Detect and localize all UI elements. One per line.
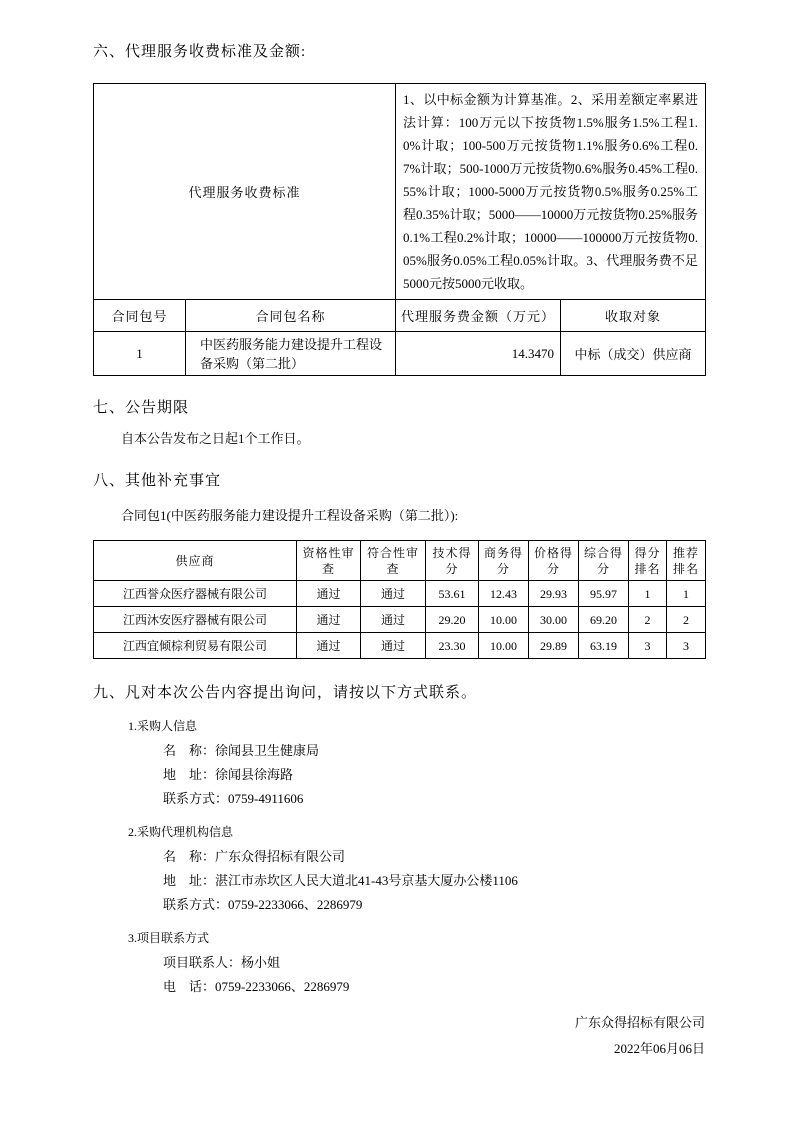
qualification-result: 通过 (297, 607, 361, 633)
section-8 (93, 469, 705, 659)
fee-standard-table (93, 83, 706, 376)
technical-score: 53.61 (426, 581, 479, 607)
header-fee-amount: 代理服务费金额（万元） (396, 300, 561, 332)
composite-score: 69.20 (579, 607, 629, 633)
purchaser-info-title: 1.采购人信息 (128, 719, 198, 733)
price-score: 29.93 (529, 581, 579, 607)
technical-score: 29.20 (426, 607, 479, 633)
header-payer: 收取对象 (561, 300, 706, 332)
fee-table-data-row (94, 332, 706, 376)
section-9-heading: 九、凡对本次公告内容提出询问，请按以下方式联系。 (93, 685, 478, 701)
conformity-result: 通过 (361, 581, 426, 607)
section-9 (93, 681, 705, 996)
signature-date: 2022年06月06日 (613, 1041, 705, 1056)
section-7 (93, 396, 705, 449)
signature-company: 广东众得招标有限公司 (574, 1015, 705, 1030)
supplier-name: 江西誉众医疗器械有限公司 (94, 581, 297, 607)
project-phone: 电 话：0759-2233066、2286979 (163, 979, 350, 994)
score-rank: 3 (629, 633, 667, 659)
qualification-result: 通过 (297, 633, 361, 659)
agency-name: 名 称：广东众得招标有限公司 (163, 849, 346, 864)
purchaser-address: 地 址：徐闻县徐海路 (163, 767, 294, 782)
header-score-rank: 得分排名 (629, 541, 667, 581)
score-table-header-row (94, 541, 706, 581)
price-score: 30.00 (529, 607, 579, 633)
header-qualification-review: 资格性审查 (297, 541, 361, 581)
cell-package-no: 1 (94, 332, 186, 376)
section-7-heading: 七、公告期限 (93, 400, 190, 416)
conformity-result: 通过 (361, 607, 426, 633)
agency-info-title: 2.采购代理机构信息 (128, 825, 234, 839)
score-rank: 2 (629, 607, 667, 633)
project-contact-person: 项目联系人：杨小姐 (163, 955, 281, 970)
composite-score: 95.97 (579, 581, 629, 607)
cell-package-name: 中医药服务能力建设提升工程设备采购（第二批） (186, 332, 396, 376)
header-supplier: 供应商 (94, 541, 297, 581)
signature-block (93, 1010, 705, 1062)
section-7-body: 自本公告发布之日起1个工作日。 (121, 431, 310, 446)
purchaser-info (93, 716, 705, 808)
header-recommend-rank: 推荐排名 (667, 541, 706, 581)
cell-fee-amount: 14.3470 (396, 332, 561, 376)
project-contact-title: 3.项目联系方式 (128, 931, 210, 945)
business-score: 10.00 (479, 633, 529, 659)
section-8-heading: 八、其他补充事宜 (93, 473, 222, 489)
price-score: 29.89 (529, 633, 579, 659)
conformity-result: 通过 (361, 633, 426, 659)
project-contact-info (93, 928, 705, 996)
agency-info (93, 822, 705, 914)
header-conformity-review: 符合性审查 (361, 541, 426, 581)
fee-standard-label-cell: 代理服务收费标准 (94, 84, 396, 300)
agency-contact: 联系方式：0759-2233066、2286979 (163, 897, 363, 912)
header-composite-score: 综合得分 (579, 541, 629, 581)
purchaser-contact: 联系方式：0759-4911606 (163, 791, 304, 806)
header-package-name: 合同包名称 (186, 300, 396, 332)
score-rank: 1 (629, 581, 667, 607)
supplier-row (94, 581, 706, 607)
fee-standard-text-cell: 1、以中标金额为计算基准。2、采用差额定率累进法计算：100万元以下按货物1.5%服务1.5%工程1.0%计取；100-500万元按货物1.1%服务0.6%工程0.7%计取；500-1000万元按货物0.6%服务0.45%工程0.55%计取；1000-5000万元按货物0.5%服务0.25%工程0.35%计取；5000——10000万元按货物0.25%服务0.1%工程0.2%计取；10000——100000万元按货物0.05%服务0.05%工程0.05%计取。3、代理服务费不足5000元按5000元收取。 (396, 84, 706, 300)
composite-score: 63.19 (579, 633, 629, 659)
fee-table-header-row (94, 300, 706, 332)
header-package-no: 合同包号 (94, 300, 186, 332)
supplier-row (94, 607, 706, 633)
header-business-score: 商务得分 (479, 541, 529, 581)
header-price-score: 价格得分 (529, 541, 579, 581)
qualification-result: 通过 (297, 581, 361, 607)
header-technical-score: 技术得分 (426, 541, 479, 581)
recommend-rank: 3 (667, 633, 706, 659)
agency-address: 地 址：湛江市赤坎区人民大道北41-43号京基大厦办公楼1106 (163, 873, 518, 888)
fee-standard-row (94, 84, 706, 300)
recommend-rank: 2 (667, 607, 706, 633)
supplier-score-table (93, 540, 706, 659)
supplier-row (94, 633, 706, 659)
section-8-body: 合同包1(中医药服务能力建设提升工程设备采购（第二批）): (121, 508, 459, 523)
business-score: 10.00 (479, 607, 529, 633)
supplier-name: 江西沐安医疗器械有限公司 (94, 607, 297, 633)
business-score: 12.43 (479, 581, 529, 607)
cell-payer: 中标（成交）供应商 (561, 332, 706, 376)
purchaser-name: 名 称：徐闻县卫生健康局 (163, 743, 320, 758)
recommend-rank: 1 (667, 581, 706, 607)
technical-score: 23.30 (426, 633, 479, 659)
supplier-name: 江西宜倾棕利贸易有限公司 (94, 633, 297, 659)
section-6-heading: 六、代理服务收费标准及金额: (93, 44, 307, 60)
